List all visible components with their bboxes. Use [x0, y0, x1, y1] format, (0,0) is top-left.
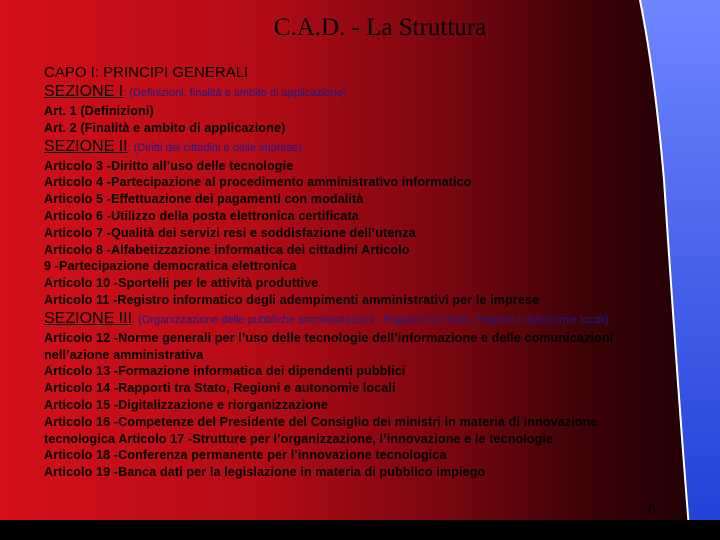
- article-item: Art. 2 (Finalità e ambito di applicazione): [44, 120, 286, 135]
- section-name: SEZIONE II: [44, 137, 128, 155]
- article-item: Articolo 4 -Partecipazione al procedimento amministrativo informatico: [44, 175, 472, 190]
- article-item: Articolo 18 -Conferenza permanente per l’innovazione tecnologica: [44, 448, 447, 463]
- chapter-heading: CAPO I: PRINCIPI GENERALI: [44, 64, 249, 81]
- article-item: Articolo 11 -Registro informatico degli adempimenti amministrativi per le imprese: [44, 292, 540, 307]
- section-description: : (Organizzazione delle pubbliche amministrazioni - Rapporti fra Stato, Regioni e autonomie locali): [132, 313, 609, 326]
- article-item: Articolo 6 -Utilizzo della posta elettronica certificata: [44, 208, 359, 223]
- article-item: 9 -Partecipazione democratica elettronica: [44, 259, 297, 274]
- article-item: Articolo 14 -Rapporti tra Stato, Regioni e autonomie locali: [44, 381, 396, 396]
- section-heading-3: [44, 309, 664, 330]
- article-item: Articolo 7 -Qualità dei servizi resi e soddisfazione dell’utenza: [44, 225, 416, 240]
- section-name: SEZIONE III: [44, 309, 133, 327]
- article-item: Articolo 10 -Sportelli per le attività produttive: [44, 276, 319, 291]
- section-description: : (Definizioni, finalità e ambito di applicazione): [123, 87, 347, 99]
- section-description: : (Diritti dei cittadini e delle imprese): [127, 141, 302, 154]
- article-item: Articolo 12 -Norme generali per l’uso delle tecnologie dell’informazione e delle comunicazioni nell’azione amministrativa: [44, 330, 614, 362]
- article-list-1: [44, 103, 664, 137]
- article-item: Articolo 8 -Alfabetizzazione informatica dei cittadini Articolo: [44, 242, 410, 257]
- article-item: Articolo 5 -Effettuazione dei pagamenti con modalità: [44, 192, 364, 207]
- bottom-black-band: [0, 520, 720, 540]
- slide-title: C.A.D. - La Struttura: [273, 14, 487, 41]
- article-item: Articolo 19 -Banca dati per la legislazione in materia di pubblico impiego: [44, 465, 486, 480]
- article-item: Articolo 16 -Competenze del Presidente del Consiglio dei ministri in materia di innovazione tecnologica Articolo 17 -Strutture per l’organizzazione, l’innovazione e le tecnologie: [44, 414, 598, 446]
- article-item: Articolo 3 -Diritto all’uso delle tecnologie: [44, 158, 294, 173]
- article-list-2: [44, 158, 664, 309]
- page-number: 6: [648, 502, 655, 517]
- slide-content: [44, 64, 664, 481]
- article-item: Art. 1 (Definizioni): [44, 104, 154, 118]
- section-name: SEZIONE I: [44, 83, 124, 100]
- section-heading-2: [44, 137, 664, 158]
- article-item: Articolo 15 -Digitalizzazione e riorganizzazione: [44, 397, 329, 412]
- section-heading-1: [44, 82, 664, 103]
- article-list-3: [44, 330, 664, 481]
- article-item: Articolo 13 -Formazione informatica dei dipendenti pubblici: [44, 364, 406, 379]
